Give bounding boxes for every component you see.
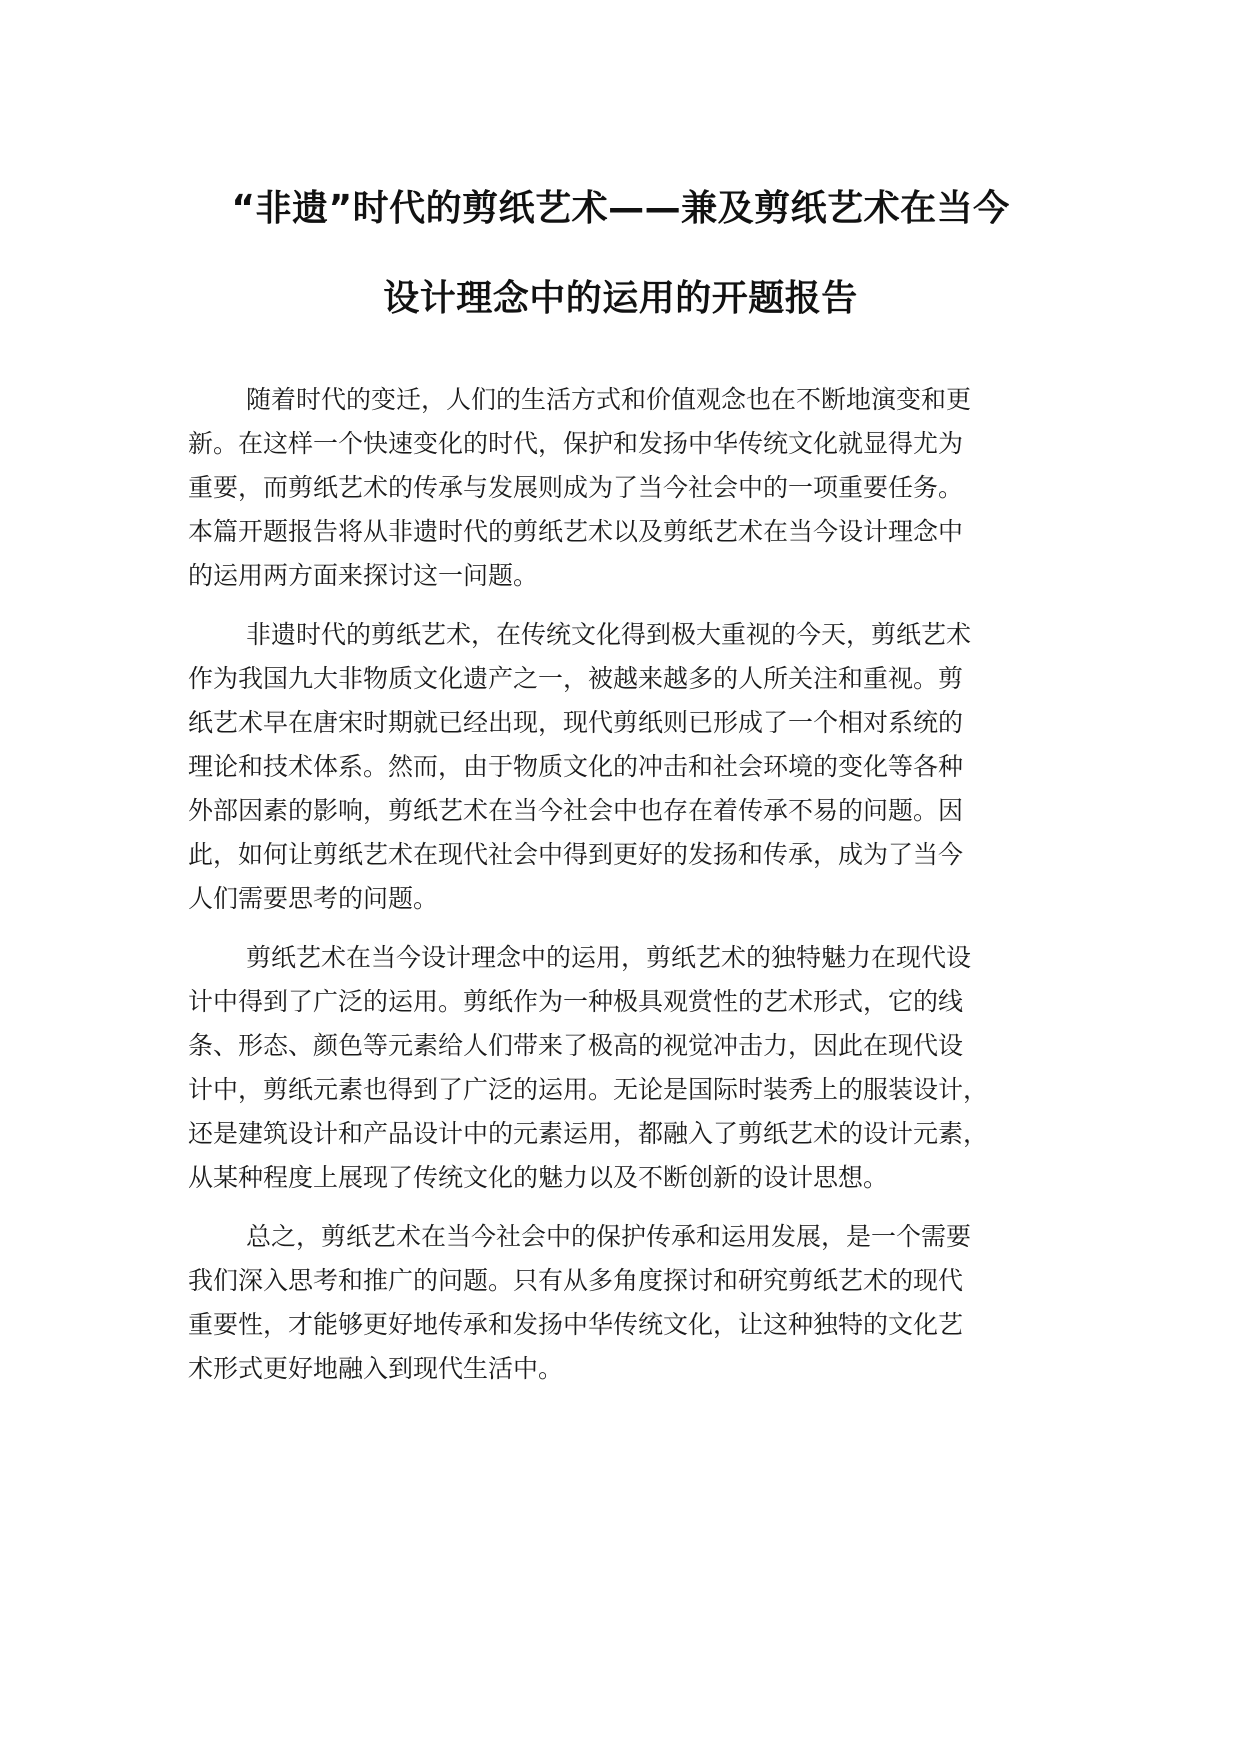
paragraph-heritage [188,613,1088,921]
title-line: 设计理念中的运用的开题报告 [383,278,858,319]
paragraph-line: 从某种程度上展现了传统文化的魅力以及不断创新的设计思想。 [188,1163,889,1192]
document-body [188,378,1088,1406]
paragraph-line: 本篇开题报告将从非遗时代的剪纸艺术以及剪纸艺术在当今设计理念中 [188,517,964,546]
paragraph-line: 非遗时代的剪纸艺术，在传统文化得到极大重视的今天，剪纸艺术 [246,620,972,649]
paragraph-line: 重要，而剪纸艺术的传承与发展则成为了当今社会中的一项重要任务。 [188,473,964,502]
paragraph-line: 重要性，才能够更好地传承和发扬中华传统文化，让这种独特的文化艺 [188,1310,964,1339]
paragraph-line: 条、形态、颜色等元素给人们带来了极高的视觉冲击力，因此在现代设 [188,1031,964,1060]
paragraph-line: 总之，剪纸艺术在当今社会中的保护传承和运用发展，是一个需要 [246,1222,972,1251]
paragraph-line: 外部因素的影响，剪纸艺术在当今社会中也存在着传承不易的问题。因 [188,796,964,825]
paragraph-line: 新。在这样一个快速变化的时代，保护和发扬中华传统文化就显得尤为 [188,429,964,458]
paragraph-line: 的运用两方面来探讨这一问题。 [188,561,539,590]
paragraph-line: 理论和技术体系。然而，由于物质文化的冲击和社会环境的变化等各种 [188,752,964,781]
paragraph-line: 计中得到了广泛的运用。剪纸作为一种极具观赏性的艺术形式，它的线 [188,987,964,1016]
paragraph-design [188,936,1088,1200]
paragraph-line: 术形式更好地融入到现代生活中。 [188,1354,564,1383]
paragraph-line: 纸艺术早在唐宋时期就已经出现，现代剪纸则已形成了一个相对系统的 [188,708,964,737]
paragraph-line: 此，如何让剪纸艺术在现代社会中得到更好的发扬和传承，成为了当今 [188,840,964,869]
paragraph-line: 作为我国九大非物质文化遗产之一，被越来越多的人所关注和重视。剪 [188,664,964,693]
paragraph-line: 剪纸艺术在当今设计理念中的运用，剪纸艺术的独特魅力在现代设 [246,943,972,972]
paragraph-line: 随着时代的变迁，人们的生活方式和价值观念也在不断地演变和更 [246,385,972,414]
paragraph-conclusion [188,1215,1088,1391]
paragraph-line: 我们深入思考和推广的问题。只有从多角度探讨和研究剪纸艺术的现代 [188,1266,964,1295]
document-title [150,164,1091,344]
title-line: “非遗”时代的剪纸艺术——兼及剪纸艺术在当今 [231,188,1010,229]
paragraph-line: 还是建筑设计和产品设计中的元素运用，都融入了剪纸艺术的设计元素， [188,1119,989,1148]
paragraph-line: 人们需要思考的问题。 [188,884,439,913]
paragraph-line: 计中，剪纸元素也得到了广泛的运用。无论是国际时装秀上的服装设计， [188,1075,989,1104]
paragraph-intro [188,378,1088,598]
